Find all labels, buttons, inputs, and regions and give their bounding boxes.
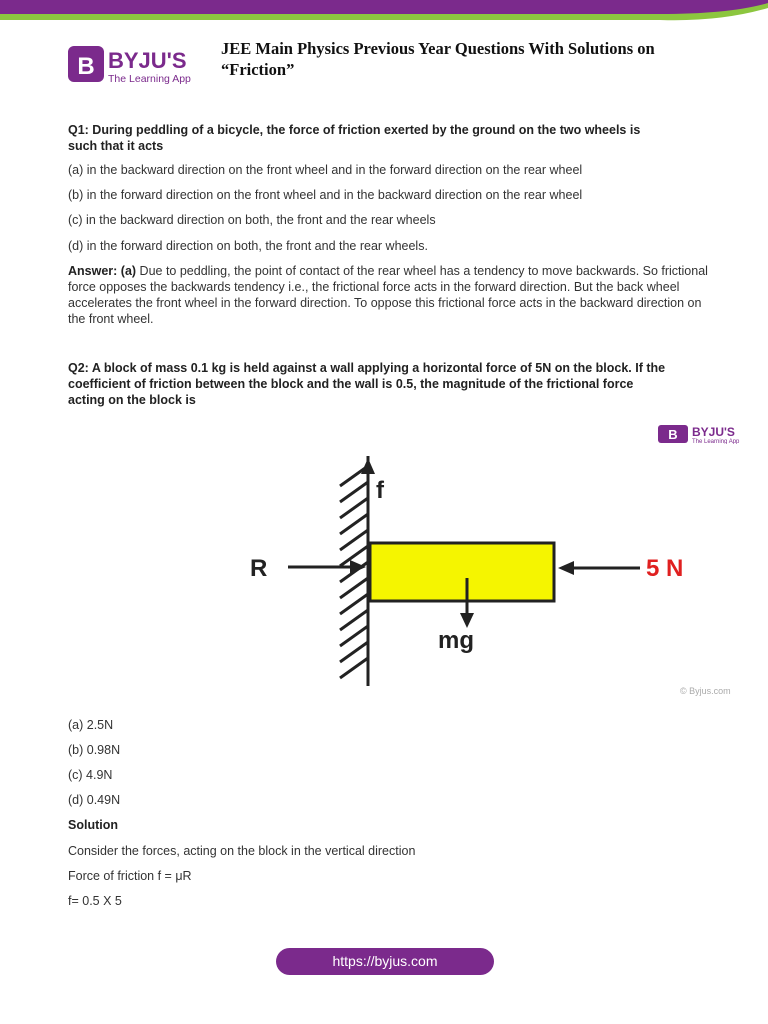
footer-url-link[interactable]: https://byjus.com	[276, 948, 494, 975]
solution-line-3: f= 0.5 X 5	[68, 894, 122, 908]
q2-question	[68, 360, 708, 408]
svg-text:BYJU'S: BYJU'S	[108, 48, 187, 73]
header-decoration-bar	[0, 0, 768, 22]
byjus-logo	[68, 44, 198, 88]
label-5N: 5 N	[646, 555, 684, 582]
q1-question	[68, 122, 708, 154]
svg-text:B: B	[668, 427, 678, 442]
weight-arrow-head	[460, 613, 474, 628]
q1-answer	[68, 263, 708, 327]
label-R: R	[250, 555, 268, 582]
friction-arrow-head	[361, 458, 375, 474]
yellow-block	[370, 543, 554, 601]
solution-line-2: Force of friction f = μR	[68, 869, 192, 883]
q1-option-d: (d) in the forward direction on both, the front and the rear wheels.	[68, 239, 428, 253]
label-mg: mg	[438, 627, 474, 654]
solution-heading: Solution	[68, 818, 118, 832]
q2-question-line-3: acting on the block is	[68, 393, 196, 407]
svg-text:BYJU'S: BYJU'S	[692, 425, 735, 439]
q2-option-a: (a) 2.5N	[68, 718, 114, 732]
q1-option-b: (b) in the forward direction on the front wheel and in the backward direction on the rear wheel	[68, 188, 583, 202]
q2-option-d: (d) 0.49N	[68, 793, 121, 807]
svg-text:B: B	[77, 53, 95, 80]
title-line-1: JEE Main Physics Previous Year Questions With Solutions on	[221, 39, 655, 58]
q1-answer-label: Answer: (a)	[68, 264, 137, 278]
q2-option-c: (c) 4.9N	[68, 768, 113, 782]
page-title	[221, 38, 741, 80]
q1-option-c: (c) in the backward direction on both, the front and the rear wheels	[68, 213, 436, 227]
q2-question-line-1: Q2: A block of mass 0.1 kg is held against a wall applying a horizontal force of 5N on the block. If the	[68, 361, 666, 375]
q2-question-line-2: coefficient of friction between the block and the wall is 0.5, the magnitude of the frictional force	[68, 377, 634, 391]
q1-question-line-2: such that it acts	[68, 139, 164, 153]
block-wall-diagram	[240, 450, 740, 690]
solution-line-1: Consider the forces, acting on the block in the vertical direction	[68, 844, 416, 858]
svg-text:The Learning App: The Learning App	[108, 73, 191, 85]
title-line-2: “Friction”	[221, 60, 295, 79]
svg-text:The Learning App: The Learning App	[692, 439, 740, 444]
diagram-watermark: © Byjus.com	[680, 686, 731, 696]
q1-option-a: (a) in the backward direction on the front wheel and in the forward direction on the rear wheel	[68, 163, 583, 177]
q1-question-line-1: Q1: During peddling of a bicycle, the force of friction exerted by the ground on the two wheels is	[68, 123, 641, 137]
applied-force-arrow-head	[558, 561, 574, 575]
label-f: f	[376, 477, 384, 504]
normal-reaction-arrow-head	[350, 560, 366, 574]
byjus-logo-small	[658, 424, 764, 444]
q2-option-b: (b) 0.98N	[68, 743, 121, 757]
q1-answer-text: Due to peddling, the point of contact of the rear wheel has a tendency to move backwards. So frictional force opposes the backwards tendency i.e., the frictional force acts in the forward direction. But the back wheel accelerates the front wheel in the forward direction. To oppose this frictional force acts in the backward direction on the front wheel.	[68, 264, 708, 326]
